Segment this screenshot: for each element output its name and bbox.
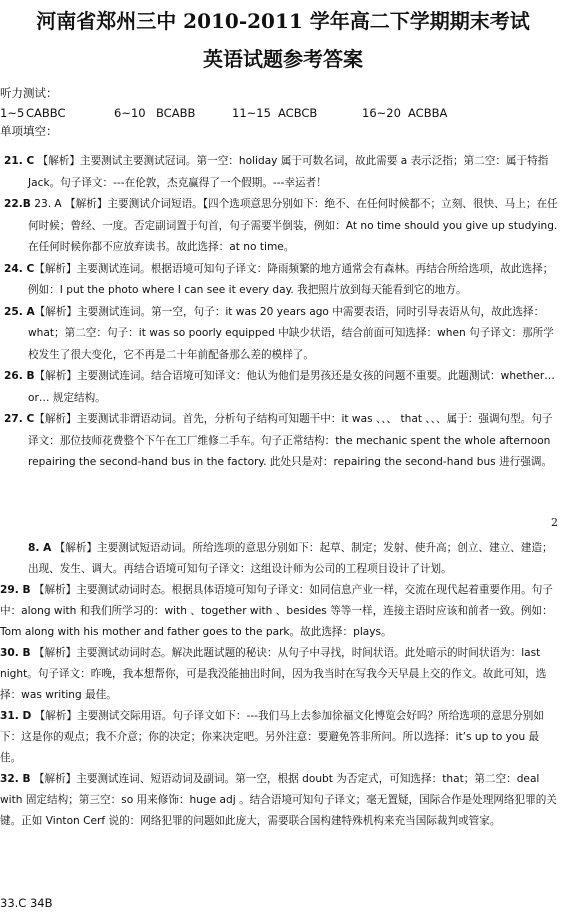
listening-range: 16~20 xyxy=(362,106,401,120)
single-choice-label: 单项填空： xyxy=(0,124,58,138)
item-number: 30. B xyxy=(0,647,31,659)
item-text: 23. A 【解析】主要测试介词短语。【四个选项意思分别如下：绝不、在任何时候都不；立刻、很快、马上；在任何时候；曾经、一度。否定副词置于句首，句子需要半倒装，例如：At no time should you give up studying. 在任何时候你都不应放弃读书。故此选择：at no time。 xyxy=(28,198,558,253)
item-number: 27. C xyxy=(4,413,35,425)
list-item xyxy=(0,151,558,194)
item-text: 【解析】主要测试连词。根据语境可知句子译文：降雨频繁的地方通常会有森林。再结合所给选项，故此选择；例如：I put the photo where I can see it every day. 我把照片放到每天能看到它的地方。 xyxy=(28,262,554,296)
listening-answer: BCABB xyxy=(156,106,196,120)
listening-range: 6~10 xyxy=(114,106,146,120)
list-item xyxy=(0,194,558,259)
item-text: 【解析】主要测试主要测试冠词。第一空：holiday 属于可数名词，故此需要 a 表示泛指；第二空：属于特指 Jack。句子译文：---在伦敦，杰克赢得了一个假期。---幸运者！ xyxy=(28,155,549,189)
item-text: 【解析】主要测试连词。第一空，句子：it was 20 years ago 中需要表语，同时引导表语从句，故此选择：what；第二空：句子：it was so poorly equipped 中缺少状语，结合前面可知选择：when 句子译文：那所学校发生了很大变化，它不再是二十年前配备那么差的模样了。 xyxy=(28,305,554,361)
later-items xyxy=(0,538,558,832)
page-number: 2 xyxy=(551,516,558,529)
single-choice-items xyxy=(0,151,558,474)
item-number: 29. B xyxy=(0,584,31,596)
item-text: 【解析】主要测试动词时态。解决此题试题的秘诀：从句子中寻找，时间状语。此处暗示的时间状语为：last night。句子译文：昨晚，我本想帮你，可是我没能抽出时间，因为我当时在写我今天早晨上交的作文。故此可知，选择：was writing 最佳。 xyxy=(0,647,547,701)
listening-answer: ACBBA xyxy=(408,106,448,120)
item-number: 8. A xyxy=(28,542,52,554)
listening-range: 1~5 xyxy=(0,106,25,120)
item-number: 21. C xyxy=(4,155,35,167)
list-item xyxy=(0,706,558,769)
list-item xyxy=(0,409,558,474)
listening-answer: CABBC xyxy=(26,106,66,120)
page-title: 河南省郑州三中 2010-2011 学年高二下学期期末考试 xyxy=(36,9,530,33)
list-item xyxy=(0,366,558,409)
item-text: 【解析】主要测试短语动词。所给选项的意思分别如下：起草、制定；发射、使升高；创立、建立、建造；出现、发生、调大。再结合语境可知句子译文：这组设计师为公司的工程项目设计了计划。 xyxy=(28,542,553,575)
listening-range: 11~15 xyxy=(232,106,271,120)
item-text: 【解析】主要测试连词、短语动词及副词。第一空，根据 doubt 为否定式，可知选择：that；第二空：deal with 固定结构；第三空：so 用来修饰：huge adj 。结合语境可知句子译文；毫无置疑，国际合作是处理网络犯罪的关键。正如 Vinton Cerf 说的：网络犯罪的问题如此庞大，需要联合国构建特殊机构来充当国际裁判或管家。 xyxy=(0,773,557,827)
item-number: 25. A xyxy=(4,305,35,318)
item-text: 【解析】主要测试动词时态。根据具体语境可知句子译文：如同信息产业一样，交流在现代起着重要作用。句子中：along with 和我们所学习的：with 、together with 、besides 等等一样，连接主语时应该和前者一致。例如：Tom along with his mother and father goes to the park。故此选择：plays。 xyxy=(0,584,553,638)
list-item xyxy=(0,302,558,367)
list-item xyxy=(0,538,558,580)
item-number: 22.B xyxy=(4,198,31,210)
item-number: 31. D xyxy=(0,710,32,722)
item-text: 【解析】主要测试连词。结合语境可知译文：他认为他们是男孩还是女孩的问题不重要。此题测试：whether…or… 规定结构。 xyxy=(28,370,555,404)
page-subtitle: 英语试题参考答案 xyxy=(203,47,363,71)
list-item xyxy=(0,259,558,302)
item-number: 24. C xyxy=(4,262,35,275)
item-number: 26. B xyxy=(4,370,35,382)
listening-answers xyxy=(0,106,566,121)
item-number: 32. B xyxy=(0,773,31,785)
list-item xyxy=(0,769,558,832)
item-text: 【解析】主要测试非谓语动词。首先，分析句子结构可知题干中：it was 、、、 that 、、、属于：强调句型。句子译文：那位技师花费整个下午在工厂维修二手车。句子正常结构：the mechanic spent the whole afternoon repairing the second-hand bus in the factory. 此处只是对：repairing the second-hand bus 进行强调。 xyxy=(28,413,553,468)
item-text: 【解析】主要测试交际用语。句子译文如下：---我们马上去参加徐福文化博览会好吗？所给选项的意思分别如下：这是你的观点；我不介意；你的决定；你来决定吧。另外注意：要避免答非所问。所以选择：it’s up to you 最佳。 xyxy=(0,710,544,764)
listening-label: 听力测试： xyxy=(0,86,58,100)
list-item xyxy=(0,580,558,643)
listening-answer: ACBCB xyxy=(278,106,318,120)
list-item xyxy=(0,643,558,706)
footer-answers: 33.C 34B xyxy=(0,896,53,910)
